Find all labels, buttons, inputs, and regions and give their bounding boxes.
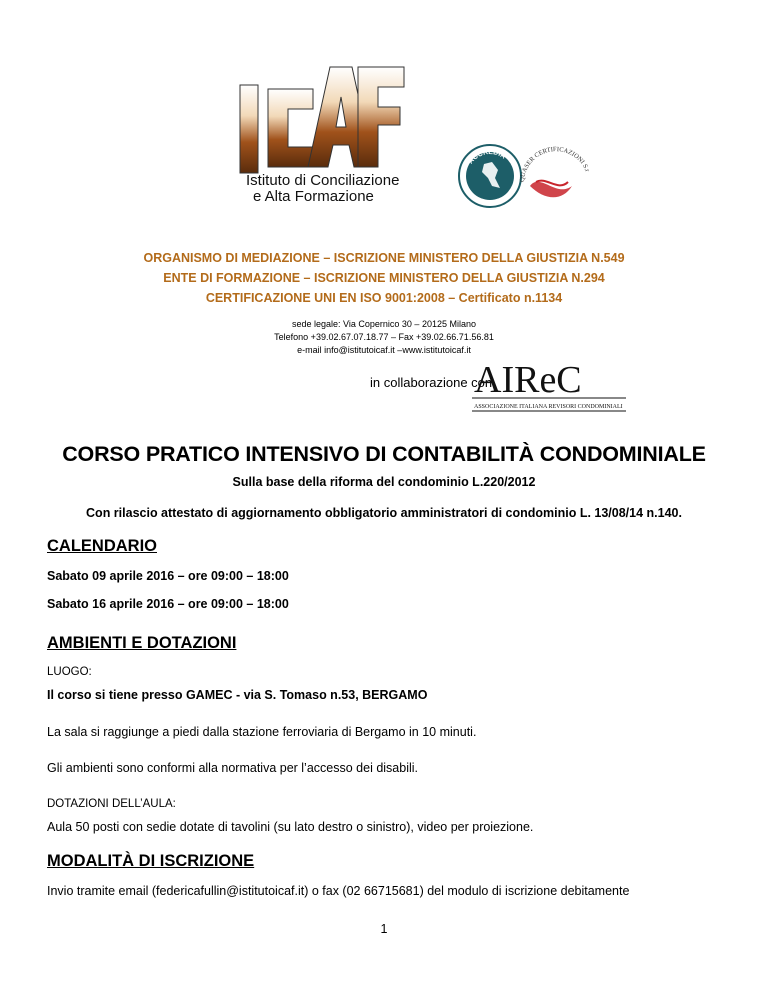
course-title: CORSO PRATICO INTENSIVO DI CONTABILITÀ CONDOMINIALE — [62, 442, 706, 466]
ambienti-line-1: La sala si raggiunge a piedi dalla stazione ferroviaria di Bergamo in 10 minuti. — [47, 725, 477, 739]
accredia-logo — [458, 144, 522, 208]
calendario-heading: CALENDARIO — [47, 537, 157, 555]
ambienti-heading: AMBIENTI E DOTAZIONI — [47, 634, 237, 652]
quaser-text: QUASER CERTIFICAZIONI S.r — [518, 146, 591, 183]
luogo-label: LUOGO: — [47, 666, 92, 678]
contact-phone: Telefono +39.02.67.07.18.77 – Fax +39.02.66.71.56.81 — [274, 332, 494, 342]
collab-text: in collaborazione con — [370, 375, 493, 390]
dotazioni-label: DOTAZIONI DELL’AULA: — [47, 798, 176, 810]
ambienti-line-2: Gli ambienti sono conformi alla normativa per l’accesso dei disabili. — [47, 761, 419, 775]
svg-text:QUASER CERTIFICAZIONI S.r.l. — [516, 142, 591, 182]
airec-logo — [470, 358, 630, 414]
dotazioni-value: Aula 50 posti con sedie dotate di tavolini (su lato destro o sinistro), video per proiezione. — [47, 820, 534, 834]
iscrizione-heading: MODALITÀ DI ISCRIZIONE — [47, 852, 255, 870]
contact-address: sede legale: Via Copernico 30 – 20125 Milano — [292, 319, 476, 329]
iscrizione-text: Invio tramite email (federicafullin@istitutoicaf.it) o fax (02 66715681) del modulo di iscrizione debitamente — [47, 884, 630, 898]
calendario-date-2: Sabato 16 aprile 2016 – ore 09:00 – 18:00 — [47, 597, 289, 611]
accredia-text: ACCREDIA — [467, 148, 507, 166]
airec-wordmark: AIReC — [474, 359, 582, 401]
quaser-logo — [516, 142, 592, 206]
course-note: Con rilascio attestato di aggiornamento obbligatorio amministratori di condominio L. 13/08/14 n.140. — [86, 506, 682, 520]
airec-subtitle: ASSOCIAZIONE ITALIANA REVISORI CONDOMINIALI — [474, 404, 623, 410]
org-line-formazione: ENTE DI FORMAZIONE – ISCRIZIONE MINISTERO DELLA GIUSTIZIA N.294 — [163, 271, 605, 285]
page-number: 1 — [380, 922, 388, 936]
contact-email: e-mail info@istitutoicaf.it –www.istitutoicaf.it — [297, 345, 471, 355]
logo-subtitle-line1: Istituto di Conciliazione — [246, 172, 400, 189]
course-subtitle: Sulla base della riforma del condominio L.220/2012 — [232, 475, 536, 489]
org-line-mediazione: ORGANISMO DI MEDIAZIONE – ISCRIZIONE MINISTERO DELLA GIUSTIZIA N.549 — [143, 251, 625, 265]
org-line-certificazione: CERTIFICAZIONE UNI EN ISO 9001:2008 – Certificato n.1134 — [205, 291, 563, 305]
calendario-date-1: Sabato 09 aprile 2016 – ore 09:00 – 18:00 — [47, 569, 289, 583]
logo-subtitle-line2: e Alta Formazione — [253, 188, 374, 205]
luogo-value: Il corso si tiene presso GAMEC - via S. Tomaso n.53, BERGAMO — [47, 688, 428, 702]
